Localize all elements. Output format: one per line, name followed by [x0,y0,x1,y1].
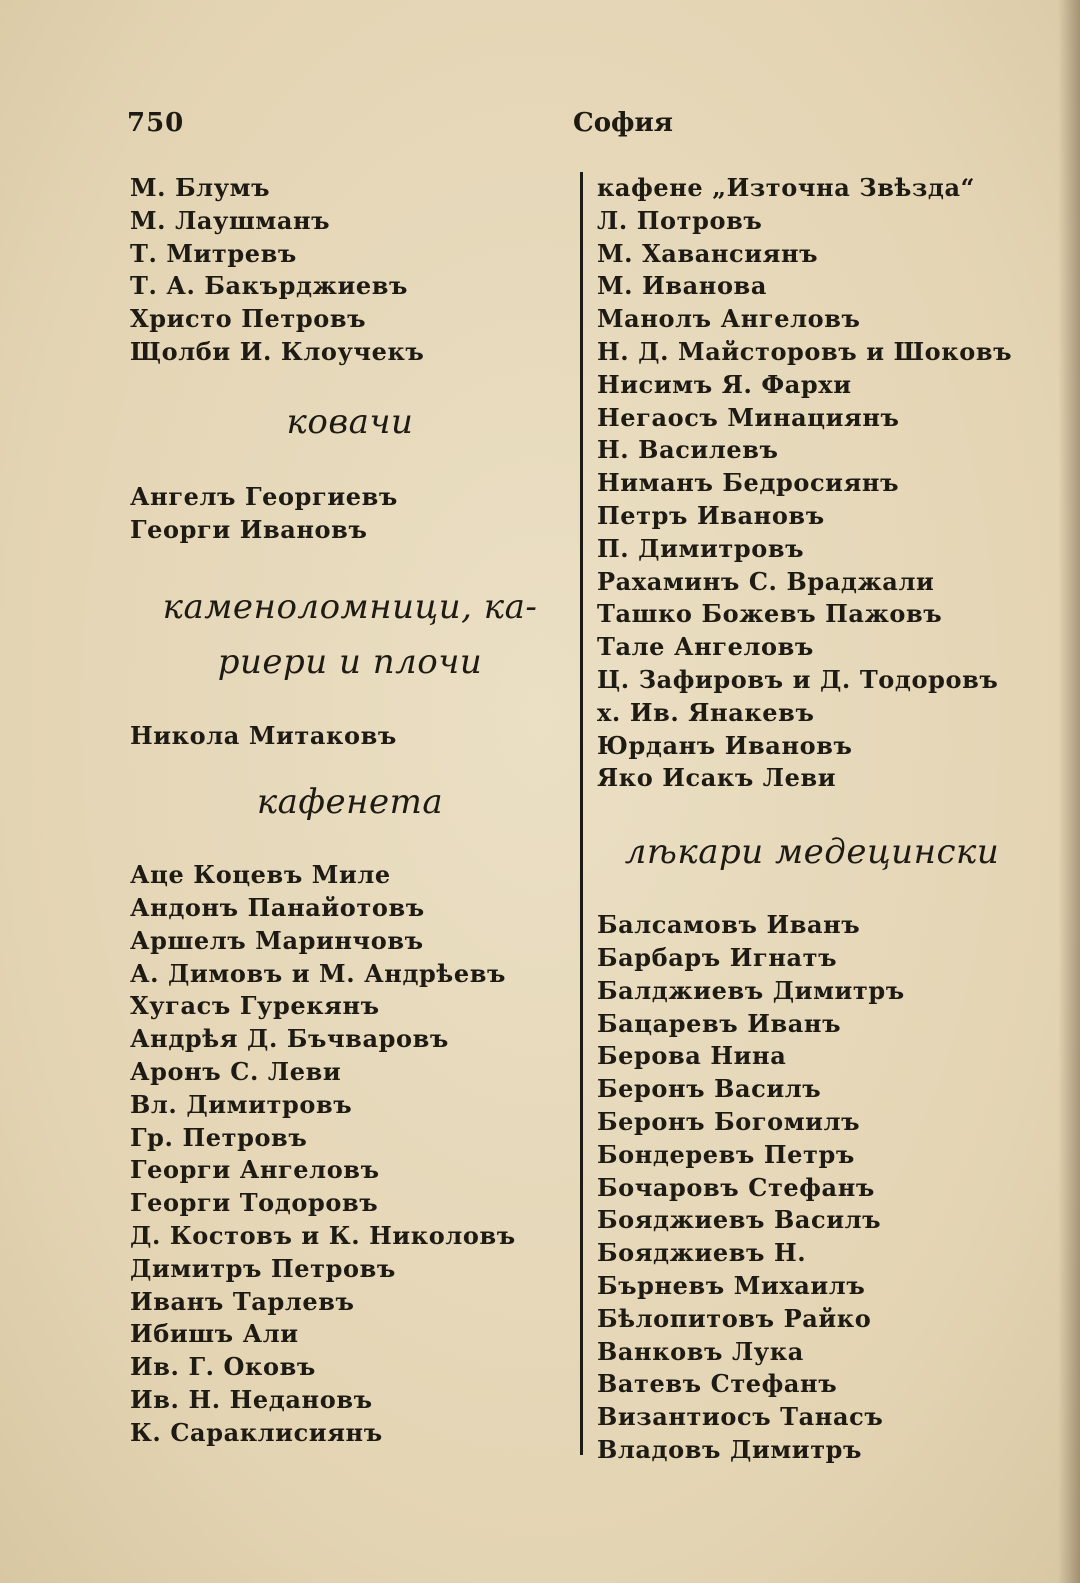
list-item: Рахаминъ С. Враджали [597,566,935,596]
list-item: Л. Потровъ [597,205,763,235]
list-item: Д. Костовъ и К. Николовъ [130,1220,516,1250]
list-item: Н. Д. Майсторовъ и Шоковъ [597,336,1013,366]
right-column [597,172,1042,1467]
running-head: София [573,108,673,138]
list-item: Византиосъ Танасъ [597,1402,884,1432]
list-item: Бояджиевъ Н. [597,1238,807,1268]
list-item: Беронъ Богомилъ [597,1106,861,1136]
list-item: х. Ив. Янакевъ [597,697,815,727]
page-edge-shadow [1058,0,1080,1583]
list-item: Юрданъ Ивановъ [597,730,853,760]
kafeneta-list [130,859,570,1449]
left-column [130,172,570,1450]
list-item: Аронъ С. Леви [130,1056,342,1086]
list-item: Гр. Петровъ [130,1122,308,1152]
list-item: Димитръ Петровъ [130,1253,396,1283]
kamen-list [130,720,570,753]
list-item: Нисимъ Я. Фархи [597,369,852,399]
list-item: кафене „Източна Звѣзда“ [597,173,976,202]
list-item: Ив. Г. Оковъ [130,1352,316,1382]
list-item: А. Димовъ и М. Андрѣевъ [130,958,507,988]
list-item: Георги Ангеловъ [130,1155,380,1185]
list-item: Ниманъ Бедросиянъ [597,468,900,498]
list-item: Негаосъ Минациянъ [597,402,900,432]
list-item: Ц. Зафировъ и Д. Тодоровъ [597,664,999,694]
list-item: Вл. Димитровъ [130,1089,353,1119]
list-item: П. Димитровъ [597,533,805,563]
list-item: Бочаровъ Стефанъ [597,1172,875,1202]
list-item: Ив. Н. Недановъ [130,1384,373,1414]
list-item: Ташко Божевъ Пажовъ [597,599,943,629]
page-number: 750 [127,108,185,138]
list-item: Бояджиевъ Василъ [597,1205,882,1235]
list-item: Георги Ивановъ [130,514,368,544]
list-item: Балсамовъ Иванъ [597,910,861,940]
list-item: М. Хавансиянъ [597,238,819,268]
list-item: Бѣлопитовъ Райко [597,1303,872,1333]
list-item: Ватевъ Стефанъ [597,1369,838,1399]
list-item: Щолби И. Клоучекъ [130,336,425,366]
list-item: Никола Митаковъ [130,721,397,751]
list-item: Хугасъ Гурекянъ [130,991,380,1021]
section-heading-lekari: лѣкари медецински [624,832,1000,873]
list-item: М. Лаушманъ [130,205,331,235]
list-item: Петръ Ивановъ [597,500,825,530]
heading-line: каменоломници, ка- [162,587,538,628]
list-item: Аце Коцевъ Миле [130,860,391,890]
list-item: Христо Петровъ [130,304,367,334]
right-top-list [597,172,1042,795]
list-item: М. Блумъ [130,173,271,202]
list-item: Владовъ Димитръ [597,1434,863,1464]
list-item: Яко Исакъ Леви [597,763,837,793]
column-divider [580,172,583,1455]
list-item: Тале Ангеловъ [597,632,814,662]
list-item: Георги Тодоровъ [130,1188,379,1218]
section-heading-kafeneta: кафенета [256,782,444,823]
section-heading-kovachi: ковачи [286,401,414,442]
left-top-list [130,172,570,369]
list-item: Ванковъ Лука [597,1336,804,1366]
list-item: Т. Митревъ [130,238,297,268]
kovachi-list [130,481,570,547]
list-item: М. Иванова [597,271,767,301]
section-heading-kamenolomnici [130,580,570,690]
list-item: Бърневъ Михаилъ [597,1270,866,1300]
list-item: Андонъ Панайотовъ [130,892,425,922]
lekari-list [597,909,1042,1467]
list-item: Ангелъ Георгиевъ [130,481,398,511]
list-item: Иванъ Тарлевъ [130,1286,355,1316]
list-item: Бондеревъ Петръ [597,1139,855,1169]
list-item: Манолъ Ангеловъ [597,304,861,334]
list-item: Беронъ Василъ [597,1074,822,1104]
list-item: К. Сараклисиянъ [130,1417,383,1447]
list-item: Бацаревъ Иванъ [597,1008,842,1038]
list-item: Ибишъ Али [130,1319,299,1349]
list-item: Аршелъ Маринчовъ [130,925,424,955]
list-item: Андрѣя Д. Бъчваровъ [130,1024,449,1054]
list-item: Т. А. Бакърджиевъ [130,271,408,301]
list-item: Барбаръ Игнатъ [597,942,838,972]
list-item: Берова Нина [597,1041,787,1071]
heading-line: риери и плочи [217,642,483,683]
list-item: Н. Василевъ [597,435,779,465]
list-item: Балджиевъ Димитръ [597,975,905,1005]
